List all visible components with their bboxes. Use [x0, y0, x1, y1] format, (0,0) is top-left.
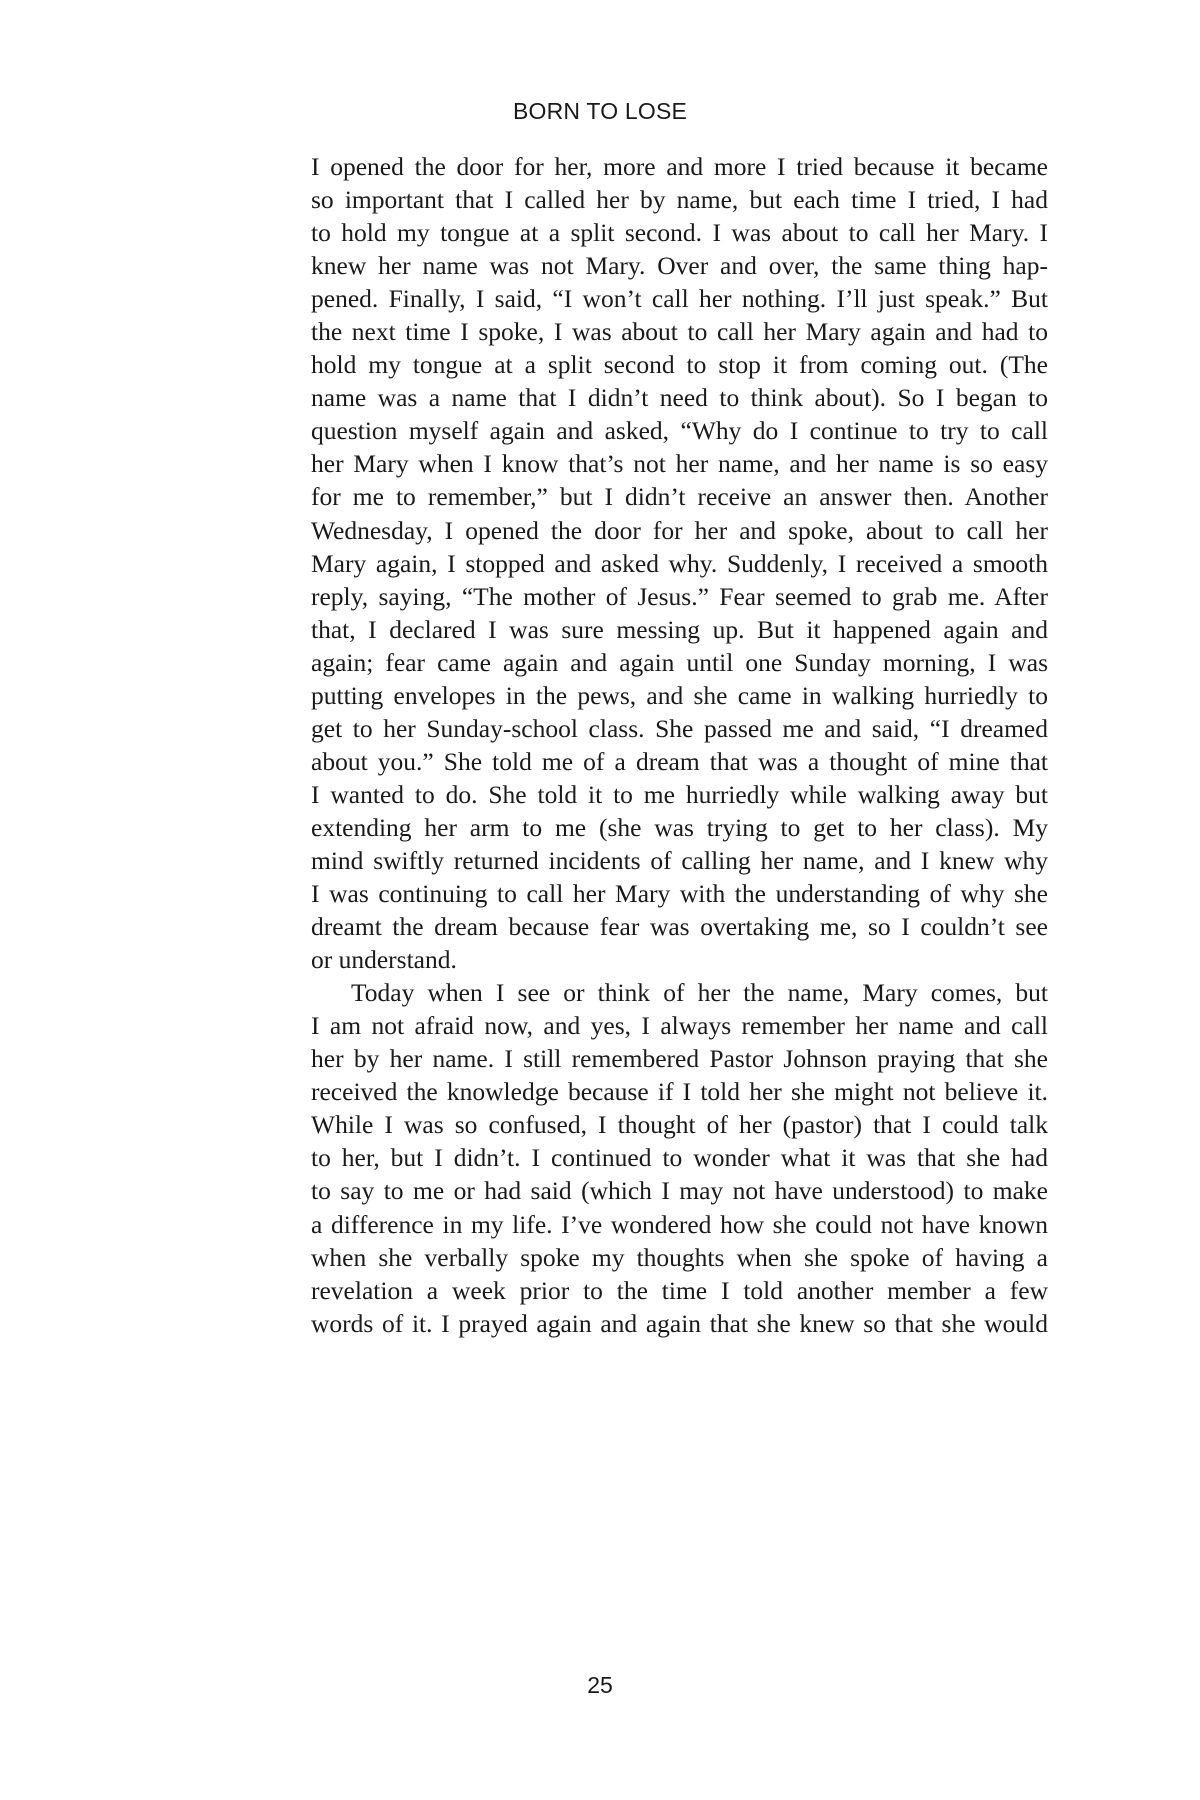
text-line: I was continuing to call her Mary with the understanding of why she: [311, 879, 1048, 909]
text-line: to her, but I didn’t. I continued to wonder what it was that she had: [311, 1143, 1048, 1173]
text-line: revelation a week prior to the time I told another member a few: [311, 1275, 1048, 1305]
paragraph: [311, 976, 1048, 1340]
text-line: for me to remember,” but I didn’t receive an answer then. Another: [311, 482, 1048, 512]
text-line: her Mary when I know that’s not her name, and her name is so easy: [311, 449, 1048, 479]
text-line: reply, saying, “The mother of Jesus.” Fear seemed to grab me. After: [311, 581, 1048, 611]
text-line: putting envelopes in the pews, and she came in walking hurriedly to: [311, 680, 1048, 710]
text-line: when she verbally spoke my thoughts when she spoke of having a: [311, 1242, 1048, 1272]
text-line: received the knowledge because if I told her she might not believe it.: [311, 1077, 1048, 1107]
text-line: Wednesday, I opened the door for her and spoke, about to call her: [311, 515, 1048, 545]
text-line: to hold my tongue at a split second. I was about to call her Mary. I: [311, 218, 1048, 248]
text-line: name was a name that I didn’t need to think about). So I began to: [311, 383, 1048, 413]
text-line: words of it. I prayed again and again that she knew so that she would: [311, 1308, 1048, 1338]
text-line: hold my tongue at a split second to stop it from coming out. (The: [311, 350, 1048, 380]
text-line: the next time I spoke, I was about to call her Mary again and had to: [311, 317, 1048, 347]
paragraph: [311, 150, 1048, 976]
text-line: I opened the door for her, more and more I tried because it became: [311, 152, 1048, 181]
text-line: a difference in my life. I’ve wondered how she could not have known: [311, 1209, 1048, 1239]
text-line: that, I declared I was sure messing up. But it happened again and: [311, 614, 1048, 644]
text-line: again; fear came again and again until one Sunday morning, I was: [311, 647, 1048, 677]
body-text: [311, 150, 1048, 1340]
text-line: or understand.: [311, 945, 457, 975]
text-line: I am not afraid now, and yes, I always remember her name and call: [311, 1011, 1048, 1041]
text-line: I wanted to do. She told it to me hurriedly while walking away but: [311, 779, 1048, 809]
running-head: BORN TO LOSE: [512, 98, 688, 124]
text-line: Today when I see or think of her the name, Mary comes, but: [351, 978, 1048, 1008]
text-line: While I was so confused, I thought of her (pastor) that I could talk: [311, 1110, 1048, 1140]
text-line: knew her name was not Mary. Over and over, the same thing hap-: [311, 251, 1048, 281]
text-line: pened. Finally, I said, “I won’t call her nothing. I’ll just speak.” But: [311, 284, 1048, 314]
text-line: extending her arm to me (she was trying to get to her class). My: [311, 812, 1048, 842]
text-line: about you.” She told me of a dream that was a thought of mine that: [311, 746, 1048, 776]
text-line: her by her name. I still remembered Pastor Johnson praying that she: [311, 1044, 1048, 1074]
text-line: so important that I called her by name, but each time I tried, I had: [311, 185, 1048, 215]
text-line: mind swiftly returned incidents of calling her name, and I knew why: [311, 845, 1048, 875]
text-line: get to her Sunday-school class. She passed me and said, “I dreamed: [311, 713, 1048, 743]
page-number: 25: [587, 1672, 613, 1698]
text-line: Mary again, I stopped and asked why. Suddenly, I received a smooth: [311, 548, 1048, 578]
text-line: to say to me or had said (which I may not have understood) to make: [311, 1176, 1048, 1206]
text-line: question myself again and asked, “Why do I continue to try to call: [311, 416, 1048, 446]
text-line: dreamt the dream because fear was overtaking me, so I couldn’t see: [311, 912, 1048, 942]
